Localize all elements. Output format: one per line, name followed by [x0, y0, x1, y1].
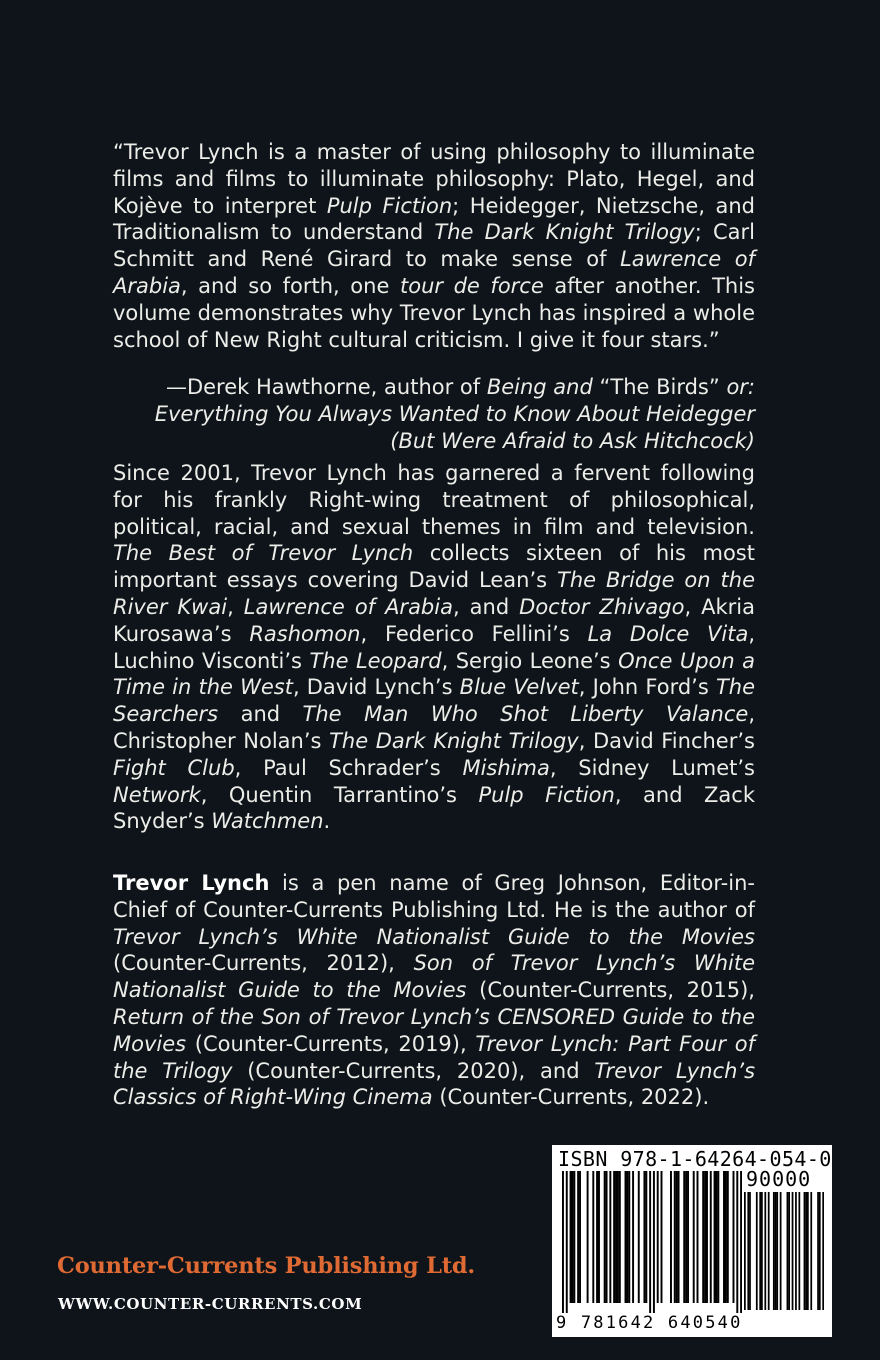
barcode-bar [573, 1171, 575, 1303]
barcode-bar [676, 1171, 678, 1303]
barcode-bar [725, 1171, 727, 1303]
italic-title: Son of Trevor Lynch’s White Nationalist Guide to the Movies [113, 951, 755, 1003]
italic-title: Rashomon [249, 621, 361, 646]
text-run: , Federico Fellini’s [360, 621, 588, 646]
addon-bar [749, 1192, 751, 1310]
barcode-bar [704, 1171, 706, 1303]
text-run: (Counter-Currents, 2015), [466, 978, 755, 1003]
barcode-bar [604, 1171, 606, 1303]
barcode-bar [697, 1171, 699, 1303]
addon-bar [759, 1192, 761, 1310]
addon-bar [819, 1192, 821, 1310]
barcode-bar [736, 1171, 738, 1313]
text-run: , and Zack Snyder’s [113, 782, 755, 834]
addon-bar [776, 1192, 778, 1310]
italic-title: The Bridge on the River Kwai [113, 568, 755, 619]
barcode-bar [727, 1171, 729, 1303]
author-bio [113, 870, 755, 1111]
text-run: “Trevor Lynch is a master of using philosophy to illuminate films and films to illuminate philosophy: Plato, Hegel, and Kojève to interpret [113, 140, 755, 218]
italic-title: The Dark Knight Trilogy [434, 220, 695, 245]
italic-title: (But Were Afraid to Ask Hitchcock) [390, 428, 755, 453]
addon-bar [756, 1192, 758, 1310]
barcode-bar [570, 1171, 572, 1303]
barcode-bar [714, 1171, 716, 1303]
barcode-bar [628, 1171, 630, 1303]
barcode-bar [643, 1171, 645, 1303]
isbn-label: ISBN 978-1-64264-054-0 [558, 1147, 832, 1171]
italic-title: tour de force [399, 273, 544, 298]
italic-title: Pulp Fiction [478, 782, 615, 807]
barcode-bar [619, 1171, 621, 1303]
addon-bar [744, 1192, 746, 1310]
ean-digits: 9 781642 640540 [556, 1313, 743, 1333]
text-run: —Derek Hawthorne, author of [165, 375, 487, 400]
price-code: 90000 [746, 1167, 812, 1191]
addon-bar [795, 1192, 797, 1310]
text-run: , Christopher Nolan’s [113, 702, 755, 753]
italic-title: Everything You Always Wanted to Know About Heidegger [154, 402, 755, 427]
addon-bar [773, 1192, 775, 1310]
barcode-bar [617, 1171, 619, 1303]
text-run: , and [452, 594, 520, 619]
barcode-bar [710, 1171, 712, 1303]
barcode-bar [649, 1171, 651, 1313]
addon-bar [764, 1192, 766, 1310]
barcode-bar [674, 1171, 676, 1303]
text-run: is a pen name of Greg Johnson, Editor-in-Chief of Counter-Currents Publishing Ltd. He is the author of [113, 871, 755, 922]
publisher-name: Counter-Currents Publishing Ltd. [57, 1253, 476, 1279]
barcode-bar [715, 1171, 717, 1303]
text-run: . [323, 809, 331, 834]
barcode-bar [606, 1171, 608, 1303]
text-run: , Luchino Visconti’s [113, 621, 756, 673]
barcode-bar [683, 1171, 685, 1303]
barcode-bar [579, 1171, 581, 1303]
ean-barcode-bars [562, 1171, 742, 1313]
text-run: , Paul Schrader’s [234, 755, 463, 780]
endorsement-quote [113, 139, 755, 353]
addon-bar [805, 1192, 807, 1310]
publisher-website: WWW.COUNTER-CURRENTS.COM [58, 1295, 363, 1313]
italic-title: Trevor Lynch’s Classics of Right-Wing Cinema [113, 1058, 756, 1110]
barcode-bar [587, 1171, 589, 1303]
addon-bar [798, 1192, 800, 1310]
barcode-bar [562, 1171, 564, 1313]
text-run: , Quentin Tarrantino’s [200, 782, 479, 807]
addon-bar [792, 1192, 794, 1310]
italic-title: Return of the Son of Trevor Lynch’s CENSORED Guide to the Movies [113, 1004, 755, 1056]
italic-title: Mishima [462, 755, 550, 780]
addon-bar [817, 1192, 819, 1310]
barcode-bar [723, 1171, 725, 1303]
barcode-bar [592, 1171, 594, 1303]
text-run: , Sidney Lumet’s [549, 755, 756, 780]
text-run: ; Carl Schmitt and René Girard to make sense of [113, 220, 755, 272]
text-run: , Akria Kurosawa’s [113, 594, 755, 646]
author-name: Trevor Lynch [113, 871, 270, 895]
barcode-bar [625, 1171, 627, 1303]
addon-bar [822, 1192, 824, 1310]
barcode-bar [717, 1171, 719, 1303]
italic-title: Fight Club [113, 755, 235, 780]
attribution-line [113, 374, 755, 401]
text-run: (Counter-Currents, 2012), [113, 951, 414, 976]
addon-bar [807, 1192, 809, 1310]
italic-title: Watchmen [211, 809, 324, 834]
text-run: (Counter-Currents, 2020), and [232, 1058, 595, 1083]
text-run: after another. This volume demonstrates why Trevor Lynch has inspired a whole school of New Right cultural criticism. I give it four stars.” [113, 273, 755, 352]
italic-title: The Leopard [309, 648, 442, 673]
italic-title: Network [113, 782, 201, 807]
barcode-bar [687, 1171, 689, 1303]
text-run: and [218, 702, 303, 727]
text-run: ; Heidegger, Nietzsche, and Traditionalism to understand [113, 193, 756, 245]
italic-title: Doctor Zhivago [519, 594, 685, 619]
text-run: “The Birds” [592, 375, 727, 400]
italic-title: Blue Velvet [459, 675, 579, 700]
italic-title: or: [726, 375, 755, 400]
barcode-bar [733, 1171, 735, 1303]
barcode-bar [571, 1171, 573, 1303]
barcode-bar [609, 1171, 611, 1303]
italic-title: La Dolce Vita [587, 621, 749, 646]
text-run: , and so forth, one [180, 273, 400, 298]
text-run: , David Lynch’s [292, 675, 460, 700]
barcode-bar [670, 1171, 672, 1303]
book-description [113, 460, 755, 835]
italic-title: Lawrence of Arabia [113, 247, 755, 298]
text-run: Since 2001, Trevor Lynch has garnered a fervent following for his frankly Right-wing treatment of philosophical, political, racial, and sexual themes in film and television. [113, 461, 755, 539]
text-run: , [227, 594, 244, 619]
text-run: collects sixteen of his most important essays covering David Lean’s [113, 541, 755, 593]
text-run: (Counter-Currents, 2022). [432, 1085, 710, 1110]
isbn-barcode [552, 1145, 832, 1337]
barcode-bar [598, 1171, 600, 1303]
italic-title: The Best of Trevor Lynch [113, 541, 414, 566]
italic-title: Trevor Lynch: Part Four of the Trilogy [113, 1031, 756, 1083]
italic-title: The Searchers [113, 675, 755, 727]
barcode-bar [615, 1171, 617, 1303]
attribution-line [113, 428, 755, 455]
barcode-bar [706, 1171, 708, 1303]
text-run: , John Ford’s [578, 675, 716, 700]
barcode-bar [685, 1171, 687, 1303]
endorsement-attribution [113, 374, 755, 454]
addon-bar [780, 1192, 782, 1310]
italic-title: Lawrence of Arabia [243, 594, 453, 619]
addon-bar [775, 1192, 777, 1310]
barcode-bar [657, 1171, 659, 1303]
barcode-bar [645, 1171, 647, 1303]
barcode-bar [638, 1171, 640, 1303]
barcode-bar [626, 1171, 628, 1303]
barcode-bar [678, 1171, 680, 1303]
barcode-bar [693, 1171, 695, 1303]
barcode-bar [596, 1171, 598, 1303]
italic-title: The Dark Knight Trilogy [329, 728, 579, 753]
addon-barcode-bars [744, 1192, 824, 1310]
addon-bar [787, 1192, 789, 1310]
addon-bar [761, 1192, 763, 1310]
barcode-bar [702, 1171, 704, 1303]
barcode-bar [566, 1171, 568, 1313]
addon-bar [810, 1192, 812, 1310]
barcode-bar [632, 1171, 634, 1303]
text-run: , Sergio Leone’s [441, 648, 619, 673]
endorsement-blurb [113, 118, 755, 455]
italic-title: Pulp Fiction [326, 193, 453, 218]
attribution-line [113, 401, 755, 428]
barcode-bar [653, 1171, 655, 1313]
italic-title: Being and [486, 375, 593, 400]
italic-title: Once Upon a Time in the West [113, 648, 755, 700]
text-run: (Counter-Currents, 2019), [186, 1031, 476, 1056]
barcode-bar [577, 1171, 579, 1303]
text-run: , David Fincher’s [578, 728, 755, 753]
barcode-bar [613, 1171, 615, 1303]
italic-title: The Man Who Shot Liberty Valance [302, 702, 749, 727]
addon-bar [747, 1192, 749, 1310]
addon-bar [788, 1192, 790, 1310]
barcode-bar [661, 1171, 663, 1303]
barcode-bar [740, 1171, 742, 1313]
addon-bar [804, 1192, 806, 1310]
italic-title: Trevor Lynch’s White Nationalist Guide to the Movies [113, 924, 755, 949]
addon-bar [768, 1192, 770, 1310]
